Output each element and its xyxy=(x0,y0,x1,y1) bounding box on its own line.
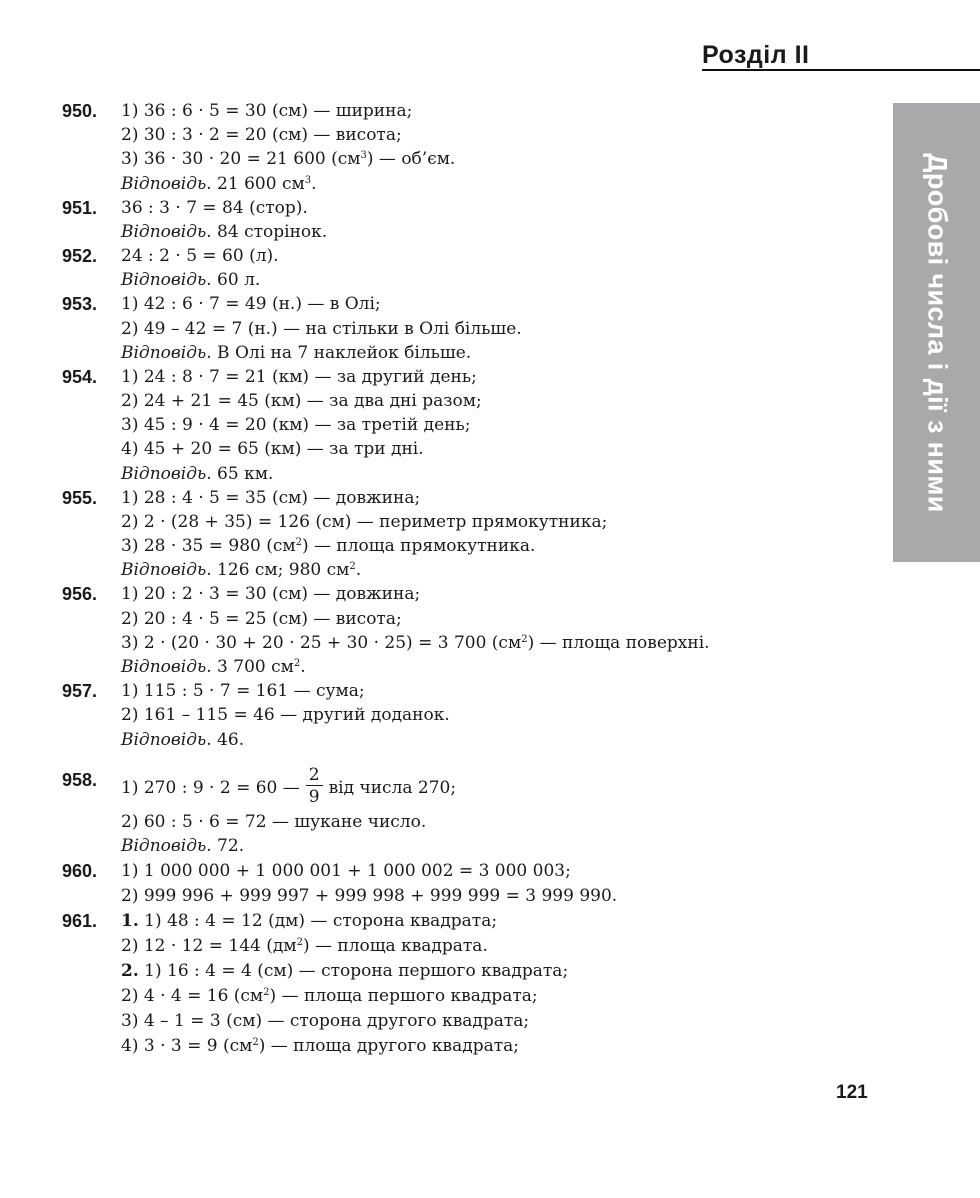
solution-line: 36 : 3 · 7 = 84 (стор). xyxy=(121,198,308,218)
solution-line: 2) 60 : 5 · 6 = 72 — шукане число. xyxy=(121,812,427,832)
solution-line: 3) 2 · (20 · 30 + 20 · 25 + 30 · 25) = 3 700 $(см^2)$ — площа поверхні. xyxy=(121,633,710,653)
problem-number: 958. xyxy=(62,770,98,790)
solution-line: 4) 3 · 3 = 9 $(см^2)$ — площа другого квадрата; xyxy=(121,1036,519,1056)
header-rule xyxy=(702,69,980,71)
solution-line: 3) 45 : 9 · 4 = 20 (км) — за третій день; xyxy=(121,415,471,435)
solution-line: 1) 20 : 2 · 3 = 30 (см) — довжина; xyxy=(121,584,421,604)
answer-line: Відповідь. 60 л. xyxy=(121,270,261,290)
fraction-numerator: 2 xyxy=(308,765,320,785)
problem-number: 954. xyxy=(62,367,98,387)
solution-line: 3) 36 · 30 · 20 = 21 600 $(см^3)$ — об’єм. xyxy=(121,149,456,169)
page-number: 121 xyxy=(836,1082,868,1103)
solution-line: 1) 115 : 5 · 7 = 161 — сума; xyxy=(121,681,365,701)
answer-line: Відповідь. В Олі на 7 наклейок більше. xyxy=(121,343,472,363)
solution-line: 1) 1 000 000 + 1 000 001 + 1 000 002 = 3 000 003; xyxy=(121,861,571,881)
problem-number: 953. xyxy=(62,294,98,314)
solution-line: 3) 28 · 35 = 980 $(см^2)$ — площа прямокутника. xyxy=(121,536,536,556)
solution-line: 1) 42 : 6 · 7 = 49 (н.) — в Олі; xyxy=(121,294,381,314)
solution-line: 1) 36 : 6 · 5 = 30 (см) — ширина; xyxy=(121,101,413,121)
solution-line: 2) 999 996 + 999 997 + 999 998 + 999 999 = 3 999 990. xyxy=(121,886,618,906)
answer-line: Відповідь. 46. xyxy=(121,730,245,750)
side-tab xyxy=(893,103,980,562)
answer-line: Відповідь. 84 сторінок. xyxy=(121,222,328,242)
problem-number: 956. xyxy=(62,584,98,604)
solution-line: 2) 49 – 42 = 7 (н.) — на стільки в Олі більше. xyxy=(121,319,522,339)
fraction-denominator: 9 xyxy=(306,785,323,807)
side-tab-label: Дробові числа і дії з ними xyxy=(922,152,952,513)
problem-number: 961. xyxy=(62,911,98,931)
problem-number: 960. xyxy=(62,861,98,881)
problem-number: 952. xyxy=(62,246,98,266)
solution-line: 3) 4 – 1 = 3 (см) — сторона другого квадрата; xyxy=(121,1011,530,1031)
answer-line: Відповідь. 3 700 $см^2$. xyxy=(121,657,306,677)
answer-line: Відповідь. 126 см; 980 $см^2$. xyxy=(121,560,362,580)
solution-line: 2) 12 · 12 = 144 $(дм^2)$ — площа квадрата. xyxy=(121,936,488,956)
solution-line: 2) 24 + 21 = 45 (км) — за два дні разом; xyxy=(121,391,482,411)
solution-line: 2. 1) 16 : 4 = 4 (см) — сторона першого квадрата; xyxy=(121,961,569,981)
problem-number: 955. xyxy=(62,488,98,508)
solution-line: 2) 2 · (28 + 35) = 126 (см) — периметр прямокутника; xyxy=(121,512,608,532)
problem-number: 950. xyxy=(62,101,98,121)
answer-line: Відповідь. 72. xyxy=(121,836,245,856)
part-label: 2. xyxy=(121,961,139,981)
solution-line: 1) 270 : 9 · 2 = 60 — $\frac{2}{9}$ від числа 270; xyxy=(121,765,457,807)
solution-line: 1) 24 : 8 · 7 = 21 (км) — за другий день; xyxy=(121,367,477,387)
solution-line: 1) 28 : 4 · 5 = 35 (см) — довжина; xyxy=(121,488,421,508)
part-label: 1. xyxy=(121,911,139,931)
solution-line: 24 : 2 · 5 = 60 (л). xyxy=(121,246,279,266)
problem-number: 957. xyxy=(62,681,98,701)
answer-line: Відповідь. 65 км. xyxy=(121,464,274,484)
problem-number: 951. xyxy=(62,198,98,218)
answer-line: Відповідь. 21 600 $см^3$. xyxy=(121,174,317,194)
solution-line: 1. 1) 48 : 4 = 12 (дм) — сторона квадрата; xyxy=(121,911,498,931)
solution-line: 4) 45 + 20 = 65 (км) — за три дні. xyxy=(121,439,424,459)
section-title: Розділ II xyxy=(702,41,810,69)
solution-line: 2) 161 – 115 = 46 — другий доданок. xyxy=(121,705,450,725)
solution-line: 2) 30 : 3 · 2 = 20 (см) — висота; xyxy=(121,125,402,145)
solution-line: 2) 20 : 4 · 5 = 25 (см) — висота; xyxy=(121,609,402,629)
fraction xyxy=(306,766,323,807)
solution-line: 2) 4 · 4 = 16 $(см^2)$ — площа першого квадрата; xyxy=(121,986,538,1006)
